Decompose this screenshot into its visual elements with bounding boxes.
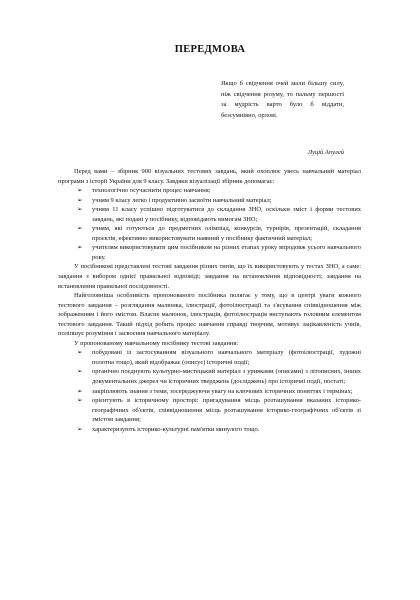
triangle-arrow-icon: ➢: [77, 225, 83, 233]
tests-list: [58, 348, 361, 434]
intro-paragraph: Перед вами – збірник 900 візуальних тестових завдань, який охоплює увесь навчальний матеріал програми з історії України для 9 класу. Завдяки візуалізації збірник допомагає:: [58, 168, 361, 185]
triangle-arrow-icon: ➢: [77, 187, 83, 195]
list-item: [58, 387, 361, 397]
document-body: [58, 167, 361, 434]
page-title: ПЕРЕДМОВА: [174, 44, 246, 55]
list-item: [58, 196, 361, 206]
triangle-arrow-icon: ➢: [77, 349, 83, 357]
list-item-text: органічно поєднують культурно-мистецький матеріал з уривками (описами) з літописних, інших документальних джерел чи історичних тверджень (досліджень) про історичні події, постаті;: [92, 368, 361, 386]
tests-intro-paragraph: У пропонованому навчальному посібнику тестові завдання:: [74, 339, 239, 347]
list-item-text: учням 11 класу успішно підготуватися до складання ЗНО, оскільки зміст і форми тестових завдань, які подані у посібнику, відповідають вимогам ЗНО;: [92, 206, 361, 223]
list-item: [58, 224, 361, 243]
list-item-text: учителям використовувати цим посібником на різних етапах уроку впродовж усього навчального року.: [92, 244, 361, 261]
list-item-text: учням, які готуються до предметних олімпіад, конкурсів, турнірів, презентацій, складання проєктів, ефективно використовувати наявний у посібнику фактичний матеріал;: [92, 225, 361, 242]
list-item-text: побудовані із застосуванням візуального навчального матеріалу (фотоілюстрації, художні полотна тощо), який відображає (описує) історичні події;: [92, 349, 361, 366]
list-item: [58, 367, 361, 386]
list-item: [58, 425, 361, 435]
list-item-text: закріплюють знання з теми, зосереджуючи увагу на ключових історичних поняттях і термінах;: [92, 387, 353, 395]
list-item-text: технологічно осучаснити процес навчання;: [92, 187, 211, 195]
list-item: [58, 348, 361, 367]
feature-paragraph: Найголовніша особливість пропонованого посібника полягає у тому, що в центрі уваги кожного тестового завдання – розглядання малюнка, ілюстрації, фотоілюстрації та з'ясування співвідношення між зображенням і його змістом. Власне малюнок, ілюстрація, фотоілюстрація виступають головним елементом тестового завдання. Такий підхід робить процес навчання справді творчим, мотивує зацікавленість учнів, поліпшує розуміння і засвоєння навчального матеріалу.: [58, 292, 361, 338]
triangle-arrow-icon: ➢: [77, 206, 83, 214]
list-item: [58, 396, 361, 425]
list-item-text: характеризують історико-культурні пам'ятки минулого тощо.: [92, 425, 260, 433]
list-item: [58, 205, 361, 224]
list-item-text: орієнтують в історичному просторі: пригадування місць розташування вказаних історико-географічних об'єктів, співвідношення місць розташування історико-географічних об'єктів зі змістом завдання;: [92, 397, 361, 424]
triangle-arrow-icon: ➢: [77, 397, 83, 405]
triangle-arrow-icon: ➢: [77, 425, 83, 433]
triangle-arrow-icon: ➢: [77, 387, 83, 395]
triangle-arrow-icon: ➢: [77, 368, 83, 376]
epigraph-author: Луцій Апулей: [307, 149, 344, 156]
list-item: [58, 243, 361, 262]
test-types-paragraph: У посібникові представлені тестові завдання різних типів, що їх використовують у тестах ЗНО, а саме: завдання з вибором однієї правильної відповіді; завдання на встановлення відповідності; завдання на встановлення правильної послідовності.: [58, 263, 361, 290]
triangle-arrow-icon: ➢: [77, 196, 83, 204]
epigraph-text: Якщо б свідчення очей мали більшу силу, ніж свідчення розуму, то пальму першості за мудрість варто було б віддати, безсумнівно, орлові.: [221, 80, 344, 119]
intro-list: [58, 186, 361, 262]
list-item-text: учням 9 класу легко і продуктивно засвоїти навчальний матеріал;: [92, 196, 272, 204]
list-item: [58, 186, 361, 196]
triangle-arrow-icon: ➢: [77, 244, 83, 252]
